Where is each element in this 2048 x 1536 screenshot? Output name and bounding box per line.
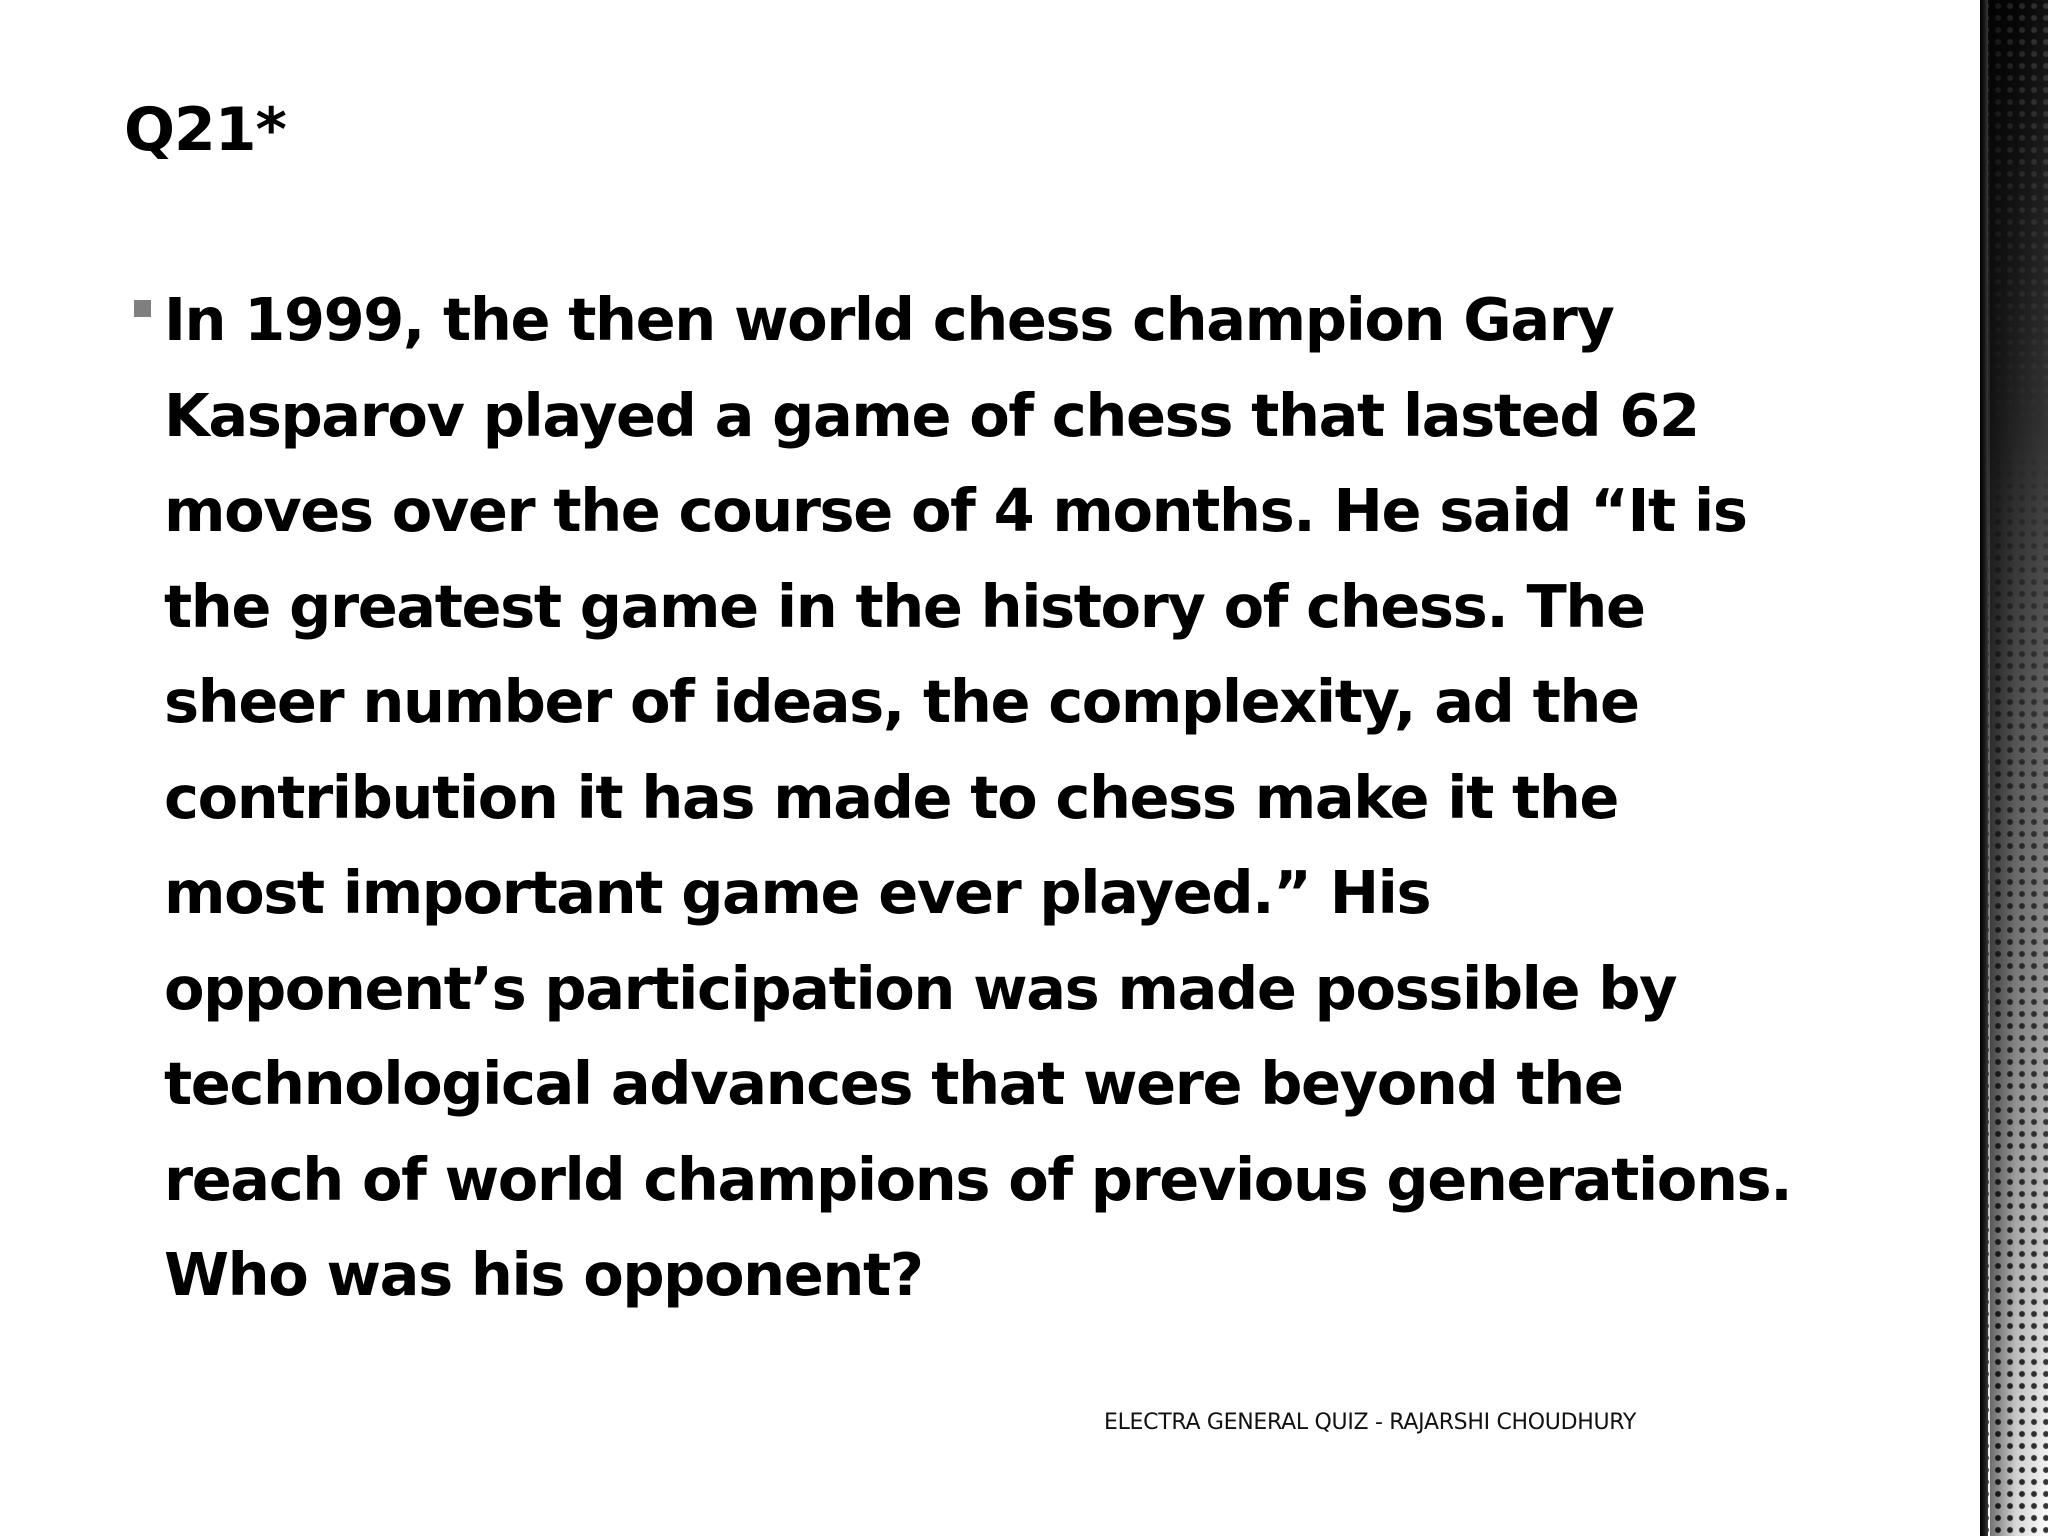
question-text: In 1999, the then world chess champion Gary Kasparov played a game of chess that lasted 62 moves over the course of 4 months. He said “It is the greatest game in the history of chess. The sheer number of ideas, the complexity, ad the contribution it has made to chess make it the most important game ever played.” His opponent’s participation was made possible by technological advances that were beyond the reach of world champions of previous generations. Who was his opponent? [164, 285, 1792, 1309]
slide-body [124, 272, 1884, 1323]
side-strip-shade [1990, 0, 2048, 1536]
slide-title: Q21* [124, 95, 286, 165]
side-strip-edge [1980, 0, 1988, 1536]
slide-footer: ELECTRA GENERAL QUIZ - RAJARSHI CHOUDHURY [1104, 1410, 1636, 1435]
bullet-item [124, 272, 1884, 1323]
square-bullet-icon [134, 300, 151, 317]
